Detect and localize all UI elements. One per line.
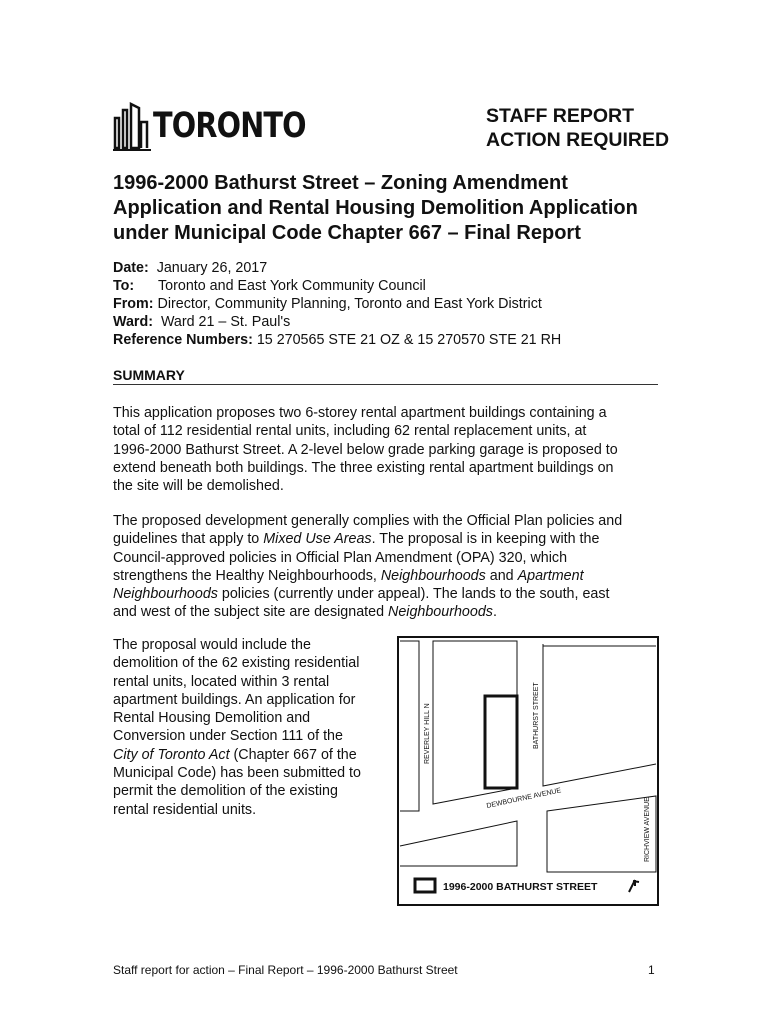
legend-label: 1996-2000 BATHURST STREET	[443, 881, 598, 893]
summary-heading: SUMMARY	[113, 367, 185, 383]
to-label: To:	[113, 278, 135, 294]
city-hall-icon	[113, 102, 153, 152]
from-value: Director, Community Planning, Toronto and East York District	[157, 296, 542, 312]
meta-reference	[113, 331, 561, 349]
report-type-line1: STAFF REPORT	[486, 105, 635, 127]
p3-line: apartment buildings. An application for	[113, 691, 356, 708]
p3-line: Rental Housing Demolition and	[113, 710, 311, 727]
summary-paragraph-2	[113, 512, 658, 622]
logo-text: TORONTO	[153, 106, 306, 146]
report-title	[113, 171, 673, 246]
p2-text: guidelines that apply to	[113, 531, 264, 548]
p2-italic: Neighbourhoods	[113, 586, 218, 603]
ref-label: Reference Numbers:	[113, 332, 253, 348]
p1-line: the site will be demolished.	[113, 478, 284, 495]
street-label-center: BATHURST STREET	[533, 682, 540, 749]
p3-line: permit the demolition of the existing	[113, 783, 338, 800]
title-line2: Application and Rental Housing Demolition Application	[113, 197, 638, 219]
title-line3: under Municipal Code Chapter 667 – Final Report	[113, 222, 581, 244]
p3-line	[113, 746, 383, 764]
p2-italic: Apartment	[517, 567, 584, 584]
p3-text: (Chapter 667 of the	[229, 746, 357, 763]
summary-paragraph-3	[113, 636, 383, 819]
report-type-line2: ACTION REQUIRED	[486, 129, 670, 151]
from-label: From:	[113, 296, 154, 312]
meta-ward	[113, 313, 561, 331]
page-footer: Staff report for action – Final Report – 1996-2000 Bathurst Street	[113, 963, 458, 977]
ward-value: Ward 21 – St. Paul's	[160, 314, 291, 330]
p1-line: extend beneath both buildings. The three existing rental apartment buildings on	[113, 459, 614, 476]
meta-date	[113, 259, 561, 277]
p2-text: .	[492, 604, 497, 621]
p2-text: strengthens the Healthy Neighbourhoods,	[113, 567, 381, 584]
summary-paragraph-1	[113, 404, 658, 495]
street-label-right: RICHVIEW AVENUE	[644, 797, 651, 862]
report-type	[486, 104, 669, 152]
p3-line: demolition of the 62 existing residential	[113, 655, 360, 672]
p2-line	[113, 567, 658, 585]
p2-italic: Mixed Use Areas	[263, 531, 372, 548]
p3-italic: City of Toronto Act	[113, 746, 230, 763]
title-line1: 1996-2000 Bathurst Street – Zoning Amendment	[113, 172, 568, 194]
p1-line: This application proposes two 6-storey rental apartment buildings containing a	[113, 405, 607, 421]
p2-text: and	[485, 567, 518, 584]
location-map	[397, 636, 659, 906]
p1-line: total of 112 residential rental units, including 62 rental replacement units, at	[113, 423, 587, 440]
p2-italic: Neighbourhoods	[380, 567, 486, 584]
to-value: Toronto and East York Community Council	[158, 278, 426, 294]
p2-line	[113, 530, 658, 548]
p3-line: Municipal Code) has been submitted to	[113, 765, 361, 782]
p2-text: and west of the subject site are designated	[113, 604, 388, 621]
p2-text: policies (currently under appeal). The lands to the south, east	[217, 586, 610, 603]
meta-to	[113, 277, 561, 295]
p2-line: The proposed development generally complies with the Official Plan policies and	[113, 513, 623, 529]
report-metadata	[113, 259, 561, 349]
toronto-logo	[113, 102, 306, 154]
p3-line: rental residential units.	[113, 801, 257, 818]
street-label-left: REVERLEY HILL N	[424, 703, 431, 764]
p2-italic: Neighbourhoods	[388, 604, 493, 621]
location-map-svg	[397, 636, 659, 906]
meta-from	[113, 295, 561, 313]
ref-value: 15 270565 STE 21 OZ & 15 270570 STE 21 RH	[256, 332, 562, 348]
p3-line: Conversion under Section 111 of the	[113, 728, 343, 745]
p3-line: The proposal would include the	[113, 637, 311, 653]
ward-label: Ward:	[113, 314, 153, 330]
p2-line	[113, 585, 658, 603]
date-label: Date:	[113, 260, 149, 276]
summary-divider	[113, 384, 658, 385]
p2-line: Council-approved policies in Official Plan Amendment (OPA) 320, which	[113, 549, 568, 566]
street-label-diagonal: DEWBOURNE AVENUE	[485, 787, 562, 810]
p3-line: rental units, located within 3 rental	[113, 673, 330, 690]
p1-line: 1996-2000 Bathurst Street. A 2-level below grade parking garage is proposed to	[113, 441, 618, 458]
date-value: January 26, 2017	[156, 260, 268, 276]
p2-text: . The proposal is in keeping with the	[371, 531, 600, 548]
page-number: 1	[648, 963, 655, 977]
p2-line	[113, 603, 658, 621]
